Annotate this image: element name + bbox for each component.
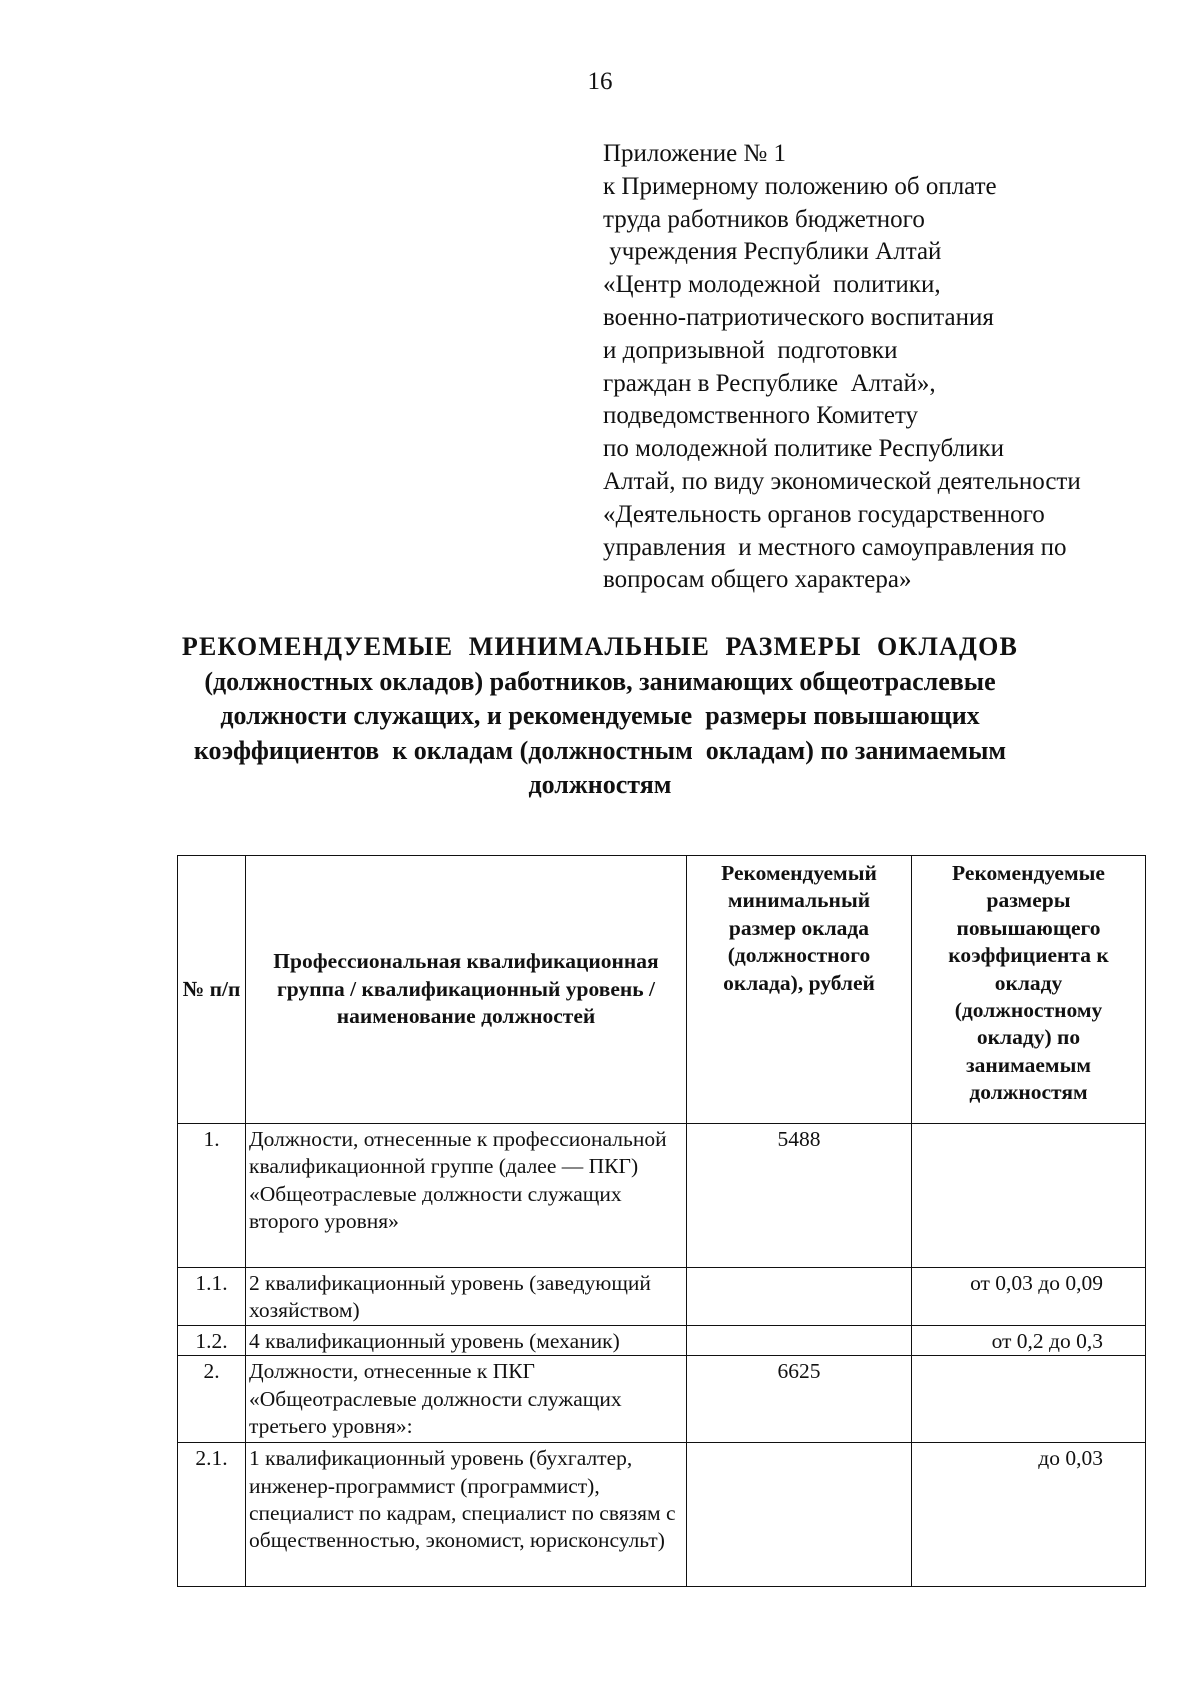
row-name: 2 квалификационный уровень (заведующий хозяйством) <box>246 1268 687 1326</box>
table-row <box>178 1124 1146 1268</box>
appendix-line: по молодежной политике Республики <box>603 435 1004 463</box>
row-salary <box>687 1325 912 1355</box>
page-number: 16 <box>587 68 613 95</box>
appendix-line: к Примерному положению об оплате <box>603 172 997 200</box>
heading-line: должности служащих, и рекомендуемые размеры повышающих <box>220 701 980 731</box>
row-name: Должности, отнесенные к ПКГ «Общеотраслевые должности служащих третьего уровня»: <box>246 1356 687 1443</box>
row-coef <box>912 1356 1146 1443</box>
appendix-line: Приложение № 1 <box>603 140 787 167</box>
row-salary: 5488 <box>687 1124 912 1268</box>
row-name: Должности, отнесенные к профессиональной квалификационной группе (далее — ПКГ) «Общеотраслевые должности служащих второго уровня» <box>246 1124 687 1268</box>
table-row <box>178 1268 1146 1326</box>
row-coef <box>912 1124 1146 1268</box>
header-coef: Рекомендуемые размеры повышающего коэффициента к окладу (должностному окладу) по занимаемым должностям <box>912 856 1146 1124</box>
row-coef: от 0,03 до 0,09 <box>912 1268 1146 1326</box>
appendix-line: Алтай, по виду экономической деятельности <box>603 467 1081 495</box>
appendix-block <box>603 138 1163 597</box>
row-num: 2. <box>178 1356 246 1443</box>
table-row <box>178 1356 1146 1443</box>
header-name: Профессиональная квалификационная группа / квалификационный уровень / наименование должностей <box>246 856 687 1124</box>
row-num: 1.1. <box>178 1268 246 1326</box>
row-name: 4 квалификационный уровень (механик) <box>246 1325 687 1355</box>
row-coef: от 0,2 до 0,3 <box>912 1325 1146 1355</box>
document-heading <box>120 630 1080 803</box>
appendix-line: труда работников бюджетного <box>603 205 925 233</box>
row-salary <box>687 1268 912 1326</box>
appendix-line: военно-патриотического воспитания <box>603 303 994 331</box>
header-num: № п/п <box>178 856 246 1124</box>
appendix-line: учреждения Республики Алтай <box>603 238 942 266</box>
appendix-line: граждан в Республике Алтай», <box>603 369 936 397</box>
appendix-line: и допризывной подготовки <box>603 336 898 364</box>
header-salary: Рекомендуемый минимальный размер оклада (должностного оклада), рублей <box>687 856 912 1124</box>
row-coef: до 0,03 <box>912 1443 1146 1587</box>
row-num: 2.1. <box>178 1443 246 1587</box>
table-header-row <box>178 856 1146 1124</box>
row-salary <box>687 1443 912 1587</box>
heading-line: РЕКОМЕНДУЕМЫЕ МИНИМАЛЬНЫЕ РАЗМЕРЫ ОКЛАДОВ <box>181 632 1019 661</box>
appendix-line: «Центр молодежной политики, <box>603 271 941 299</box>
row-salary: 6625 <box>687 1356 912 1443</box>
heading-line: коэффициентов к окладам (должностным окладам) по занимаемым <box>193 735 1007 765</box>
salary-table <box>177 855 1146 1587</box>
heading-line: должностям <box>528 770 672 800</box>
appendix-line: «Деятельность органов государственного <box>603 500 1045 528</box>
appendix-line: подведомственного Комитету <box>603 402 919 430</box>
appendix-line: управления и местного самоуправления по <box>603 533 1067 561</box>
row-name: 1 квалификационный уровень (бухгалтер, инженер-программист (программист), специалист по кадрам, специалист по связям с общественностью, экономист, юрисконсульт) <box>246 1443 687 1587</box>
heading-line: (должностных окладов) работников, занимающих общеотраслевые <box>204 666 996 696</box>
row-num: 1. <box>178 1124 246 1268</box>
row-num: 1.2. <box>178 1325 246 1355</box>
table-row <box>178 1325 1146 1355</box>
table-row <box>178 1443 1146 1587</box>
appendix-line: вопросам общего характера» <box>603 566 912 594</box>
